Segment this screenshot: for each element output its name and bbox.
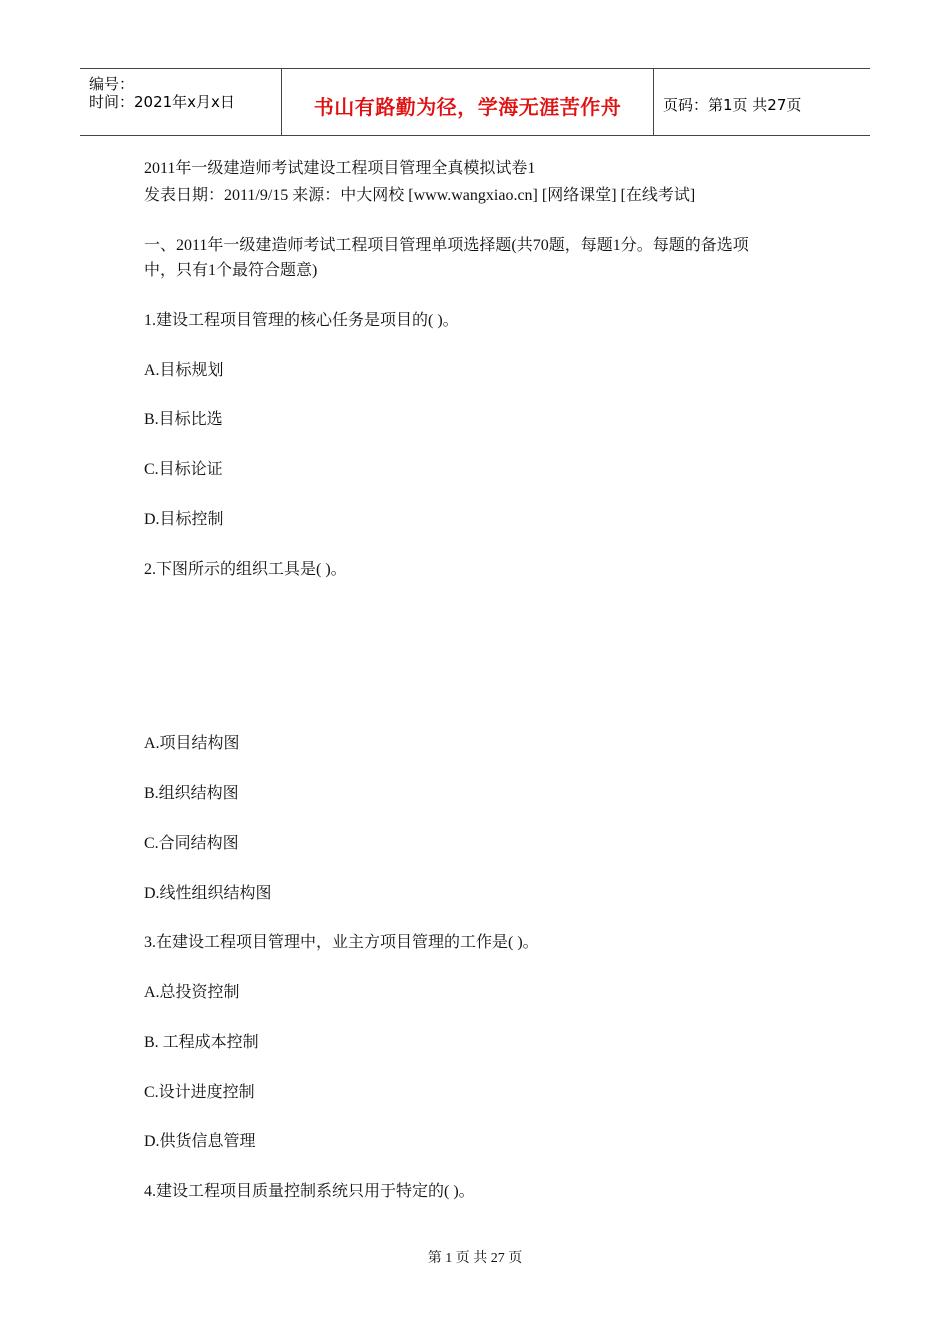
footer-page-text: 第 1 页 共 27 页 bbox=[427, 1251, 523, 1266]
question-2-option-a: A.项目结构图 bbox=[144, 735, 240, 752]
header-motto-cell bbox=[281, 69, 654, 135]
section-heading-line2: 中，只有1个最符合题意) bbox=[144, 262, 318, 279]
question-2-stem: 2.下图所示的组织工具是( )。 bbox=[144, 561, 347, 578]
question-4-stem: 4.建设工程项目质量控制系统只用于特定的( )。 bbox=[144, 1183, 475, 1200]
page-label: 页码：第1页 共27页 bbox=[663, 96, 802, 114]
header-info-cell bbox=[80, 69, 281, 135]
question-3-option-c: C.设计进度控制 bbox=[144, 1084, 255, 1101]
page-footer bbox=[0, 1247, 950, 1267]
question-2-option-d: D.线性组织结构图 bbox=[144, 885, 272, 902]
question-3-option-a: A.总投资控制 bbox=[144, 984, 240, 1001]
number-label: 编号： bbox=[89, 75, 135, 93]
question-1-option-b: B.目标比选 bbox=[144, 411, 223, 428]
section-heading-line1: 一、2011年一级建造师考试工程项目管理单项选择题(共70题，每题1分。每题的备选项 bbox=[144, 237, 749, 254]
question-3-option-b: B. 工程成本控制 bbox=[144, 1034, 259, 1051]
document-title: 2011年一级建造师考试建设工程项目管理全真模拟试卷1 bbox=[144, 160, 536, 177]
document-meta: 发表日期：2011/9/15 来源：中大网校 [www.wangxiao.cn] [网络课堂] [在线考试] bbox=[144, 187, 696, 204]
date-label: 时间：2021年x月x日 bbox=[89, 93, 235, 111]
motto-text: 书山有路勤为径，学海无涯苦作舟 bbox=[313, 95, 622, 119]
question-1-option-c: C.目标论证 bbox=[144, 461, 223, 478]
question-1-option-d: D.目标控制 bbox=[144, 511, 224, 528]
question-2-option-c: C.合同结构图 bbox=[144, 835, 239, 852]
question-3-option-d: D.供货信息管理 bbox=[144, 1133, 256, 1150]
header-page-cell bbox=[654, 69, 870, 135]
question-1-stem: 1.建设工程项目管理的核心任务是项目的( )。 bbox=[144, 312, 459, 329]
question-2-option-b: B.组织结构图 bbox=[144, 785, 239, 802]
question-3-stem: 3.在建设工程项目管理中，业主方项目管理的工作是( )。 bbox=[144, 934, 539, 951]
question-1-option-a: A.目标规划 bbox=[144, 362, 224, 379]
document-header bbox=[80, 68, 870, 136]
